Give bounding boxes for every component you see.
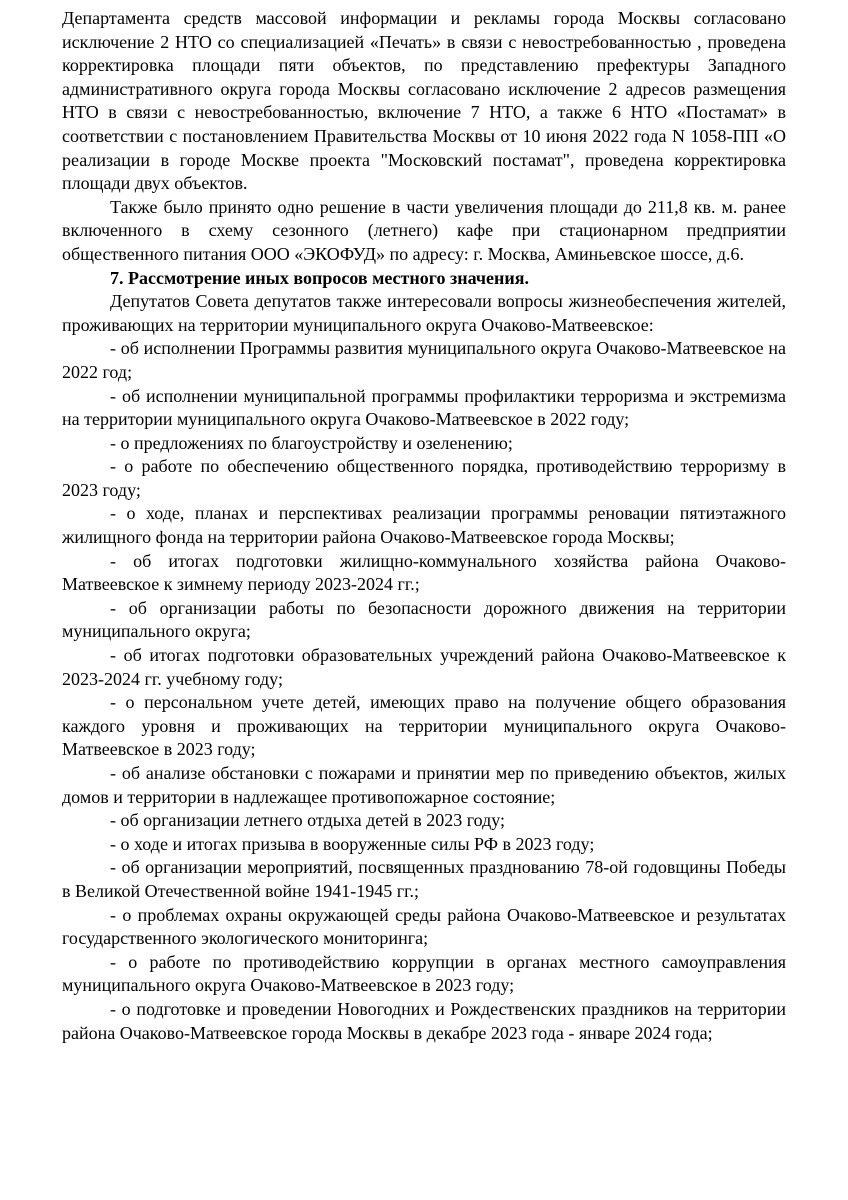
list-item-renovation: - о ходе, планах и перспективах реализации программы реновации пятиэтажного жилищного фонда на территории района Очаково-Матвеевское города Москвы; [62, 503, 786, 548]
list-item-summer-recreation: - об организации летнего отдыха детей в 2023 году; [110, 810, 506, 831]
list-item-winter-preparation: - об итогах подготовки жилищно-коммунального хозяйства района Очаково-Матвеевское к зимнему периоду 2023-2024 гг.; [62, 550, 786, 595]
list-item-public-order: - о работе по обеспечению общественного порядка, противодействию терроризму в 2023 году; [62, 456, 786, 500]
list-item-fire-safety: - об анализе обстановки с пожарами и принятии мер по приведению объектов, жилых домов и территории в надлежащее противопожарное состояние; [62, 763, 786, 807]
paragraph-media-department-decisions: Департамента средств массовой информации и рекламы города Москвы согласовано исключение 2 НТО со специализацией «Печать» в связи с невостребованностью , проведена корректировка площади пяти объектов, по представлению префектуры Западного административного округа города Москвы согласовано исключение 2 адресов размещения НТО в связи с невостребованностью, включение 7 НТО, а также 6 НТО «Постамат» в соответствии с постановлением Правительства Москвы от 10 июня 2022 года N 1058-ПП «О реализации в городе Москве проекта "Московский постамат", проведена корректировка площади двух объектов. [62, 8, 786, 194]
list-item-environment: - о проблемах охраны окружающей среды района Очаково-Матвеевское и результатах государственного экологического мониторинга; [62, 904, 786, 949]
list-item-holidays: - о подготовке и проведении Новогодних и Рождественских праздников на территории района Очаково-Матвеевское города Москвы в декабре 2023 года - январе 2024 года; [62, 998, 786, 1043]
list-item-landscaping: - о предложениях по благоустройству и озеленению; [110, 432, 513, 453]
paragraph-cafe-area-increase: Также было принято одно решение в части увеличения площади до 211,8 кв. м. ранее включенного в схему сезонного (летнего) кафе при стационарном предприятии общественного питания ООО «ЭКОФУД» по адресу: г. Москва, Аминьевское шоссе, д.6. [62, 196, 786, 264]
section-heading-7: 7. Рассмотрение иных вопросов местного значения. [110, 267, 529, 288]
list-item-terrorism-prevention-program: - об исполнении муниципальной программы профилактики терроризма и экстремизма на территории муниципального округа Очаково-Матвеевское в 2022 году; [62, 385, 786, 430]
list-item-school-preparation: - об итогах подготовки образовательных учреждений района Очаково-Матвеевское к 2023-2024 гг. учебному году; [62, 645, 786, 689]
list-item-anti-corruption: - о работе по противодействию коррупции в органах местного самоуправления муниципального округа Очаково-Матвеевское в 2023 году; [62, 951, 786, 996]
list-item-road-safety: - об организации работы по безопасности дорожного движения на территории муниципального округа; [62, 597, 786, 642]
list-item-children-records: - о персональном учете детей, имеющих право на получение общего образования каждого уровня и проживающих на территории муниципального округа Очаково-Матвеевское в 2023 году; [62, 692, 786, 760]
list-item-victory-anniversary: - об организации мероприятий, посвященных празднованию 78-ой годовщины Победы в Великой Отечественной войне 1941-1945 гг.; [62, 857, 786, 901]
list-item-development-program: - об исполнении Программы развития муниципального округа Очаково-Матвеевское на 2022 год; [62, 338, 786, 382]
paragraph-deputies-interests: Депутатов Совета депутатов также интересовали вопросы жизнеобеспечения жителей, проживающих на территории муниципального округа Очаково-Матвеевское: [62, 291, 786, 335]
list-item-military-draft: - о ходе и итогах призыва в вооруженные силы РФ в 2023 году; [110, 833, 595, 854]
